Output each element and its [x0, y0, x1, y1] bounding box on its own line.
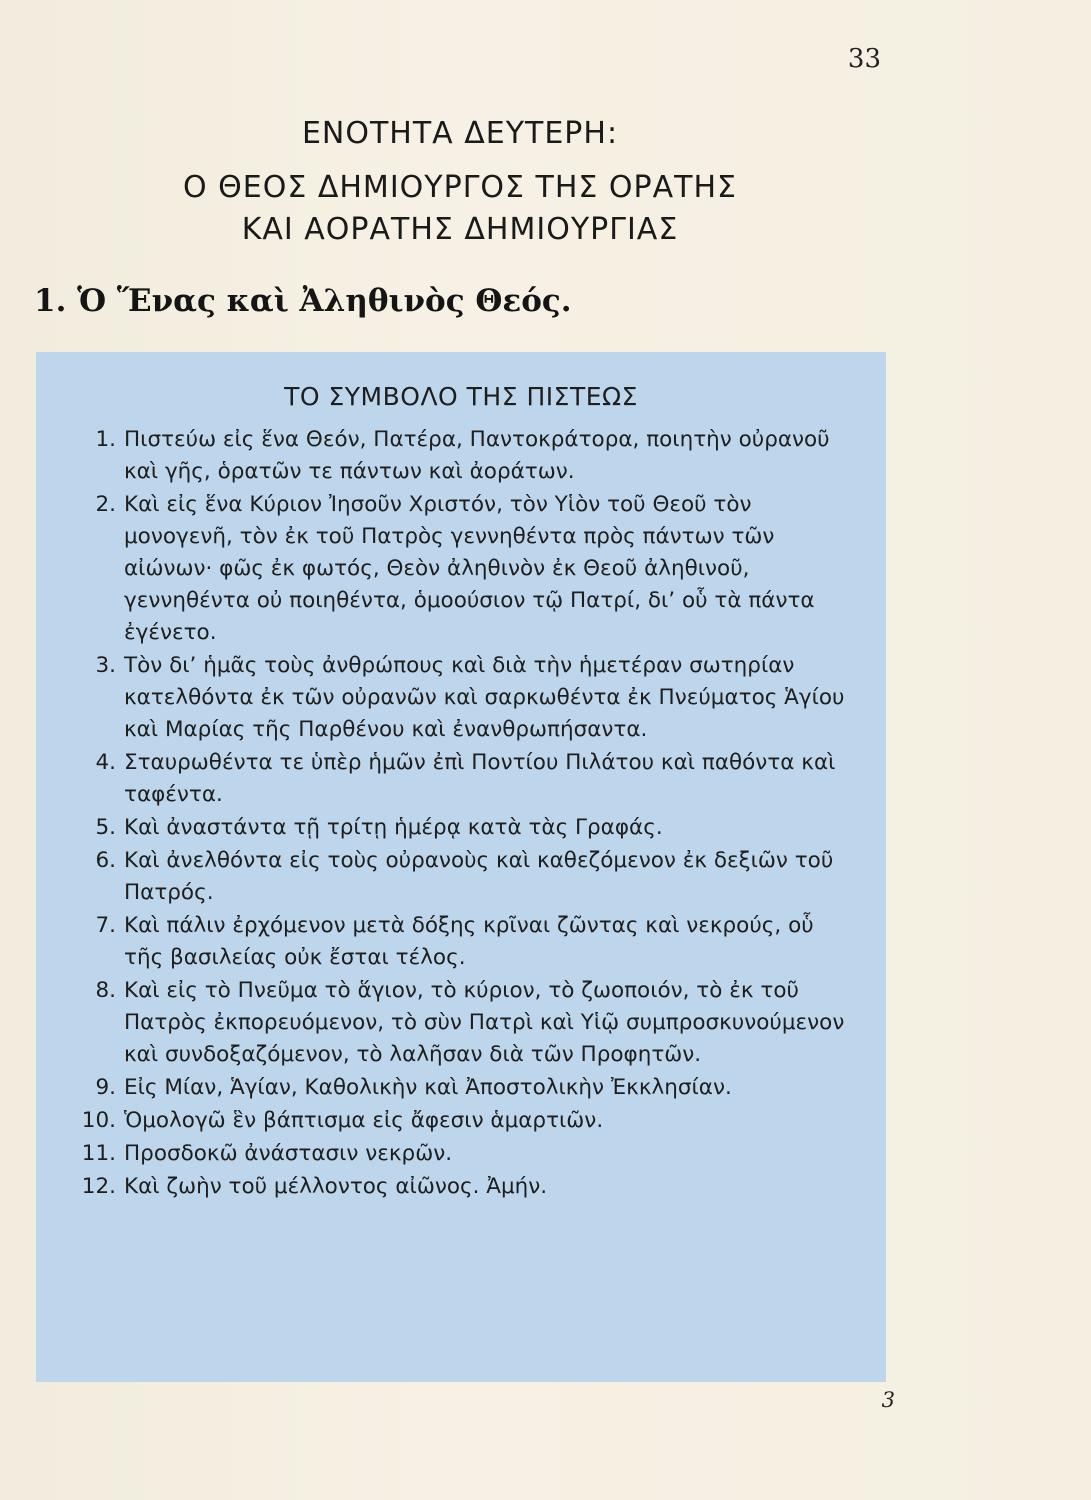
creed-article	[36, 1138, 886, 1170]
creed-article-text: Πιστεύω εἰς ἕνα Θεόν, Πατέρα, Παντοκράτορα, ποιητὴν οὐρανοῦ καὶ γῆς, ὁρατῶν τε πάντων καὶ ἀοράτων.	[124, 427, 830, 484]
creed-list	[36, 424, 886, 1204]
creed-article-number: 6.	[95, 848, 116, 873]
creed-article-text: Καὶ εἰς τὸ Πνεῦμα τὸ ἅγιον, τὸ κύριον, τὸ ζωοποιόν, τὸ ἐκ τοῦ Πατρὸς ἐκπορευόμενον, τὸ σὺν Πατρὶ καὶ Υἱῷ συμπροσκυνούμενον καὶ συνδοξαζόμενον, τὸ λαλῆσαν διὰ τῶν Προφητῶν.	[124, 978, 845, 1067]
creed-article-number: 2.	[95, 492, 116, 517]
creed-article-number: 1.	[95, 427, 116, 452]
folio-signature: 3	[881, 1388, 895, 1412]
page-number: 33	[847, 44, 881, 74]
creed-article	[36, 1105, 886, 1137]
creed-article	[36, 910, 886, 974]
creed-article	[36, 1171, 886, 1203]
creed-article-text: Προσδοκῶ ἀνάστασιν νεκρῶν.	[124, 1141, 453, 1166]
section-title-line-2: Ο ΘΕΟΣ ΔΗΜΙΟΥΡΓΟΣ ΤΗΣ ΟΡΑΤΗΣ	[183, 170, 737, 205]
creed-article-number: 9.	[95, 1075, 116, 1100]
creed-article-number: 7.	[95, 913, 116, 938]
creed-article-text: Καὶ ἀνελθόντα εἰς τοὺς οὐρανοὺς καὶ καθεζόμενον ἐκ δεξιῶν τοῦ Πατρός.	[124, 848, 834, 905]
creed-article-number: 8.	[95, 978, 116, 1003]
creed-article-number: 11.	[81, 1141, 116, 1166]
creed-article	[36, 845, 886, 909]
creed-article-number: 12.	[81, 1174, 116, 1199]
creed-article-text: Καὶ ἀναστάντα τῇ τρίτῃ ἡμέρᾳ κατὰ τὰς Γραφάς.	[124, 815, 663, 840]
creed-article-text: Σταυρωθέντα τε ὑπὲρ ἡμῶν ἐπὶ Ποντίου Πιλάτου καὶ παθόντα καὶ ταφέντα.	[124, 750, 836, 807]
creed-title: ΤΟ ΣΥΜΒΟΛΟ ΤΗΣ ΠΙΣΤΕΩΣ	[284, 382, 638, 411]
section-title-line-3: ΚΑΙ ΑΟΡΑΤΗΣ ΔΗΜΙΟΥΡΓΙΑΣ	[241, 212, 679, 247]
creed-article	[36, 1072, 886, 1104]
creed-box	[36, 352, 886, 1382]
section-title-line-1: ΕΝΟΤΗΤΑ ΔΕΥΤΕΡΗ:	[301, 116, 619, 151]
creed-article-number: 10.	[81, 1108, 116, 1133]
creed-article-text: Τὸν δι’ ἡμᾶς τοὺς ἀνθρώπους καὶ διὰ τὴν ἡμετέραν σωτηρίαν κατελθόντα ἐκ τῶν οὐρανῶν καὶ σαρκωθέντα ἐκ Πνεύματος Ἁγίου καὶ Μαρίας τῆς Παρθένου καὶ ἐνανθρωπήσαντα.	[124, 653, 845, 742]
creed-article-text: Καὶ ζωὴν τοῦ μέλλοντος αἰῶνος. Ἀμήν.	[124, 1174, 548, 1199]
creed-article	[36, 747, 886, 811]
creed-article-text: Καὶ πάλιν ἐρχόμενον μετὰ δόξης κρῖναι ζῶντας καὶ νεκρούς, οὗ τῆς βασιλείας οὐκ ἔσται τέλος.	[124, 913, 814, 970]
creed-article	[36, 489, 886, 649]
creed-article-number: 4.	[95, 750, 116, 775]
creed-article-number: 3.	[95, 653, 116, 678]
chapter-heading: 1. Ὁ Ἕνας καὶ Ἀληθινὸς Θεός.	[34, 283, 572, 319]
creed-article-text: Εἰς Μίαν, Ἁγίαν, Καθολικὴν καὶ Ἀποστολικὴν Ἐκκλησίαν.	[124, 1075, 732, 1100]
creed-article	[36, 424, 886, 488]
creed-article-text: Ὁμολογῶ ἓν βάπτισμα εἰς ἄφεσιν ἁμαρτιῶν.	[124, 1108, 604, 1133]
creed-article	[36, 812, 886, 844]
creed-article	[36, 975, 886, 1071]
creed-article	[36, 650, 886, 746]
creed-article-text: Καὶ εἰς ἕνα Κύριον Ἰησοῦν Χριστόν, τὸν Υἱὸν τοῦ Θεοῦ τὸν μονογενῆ, τὸν ἐκ τοῦ Πατρὸς γεννηθέντα πρὸς πάντων τῶν αἰώνων· φῶς ἐκ φωτός, Θεὸν ἀληθινὸν ἐκ Θεοῦ ἀληθινοῦ, γεννηθέντα οὐ ποιηθέντα, ὁμοούσιον τῷ Πατρί, δι’ οὗ τὰ πάντα ἐγένετο.	[124, 492, 815, 645]
creed-article-number: 5.	[95, 815, 116, 840]
